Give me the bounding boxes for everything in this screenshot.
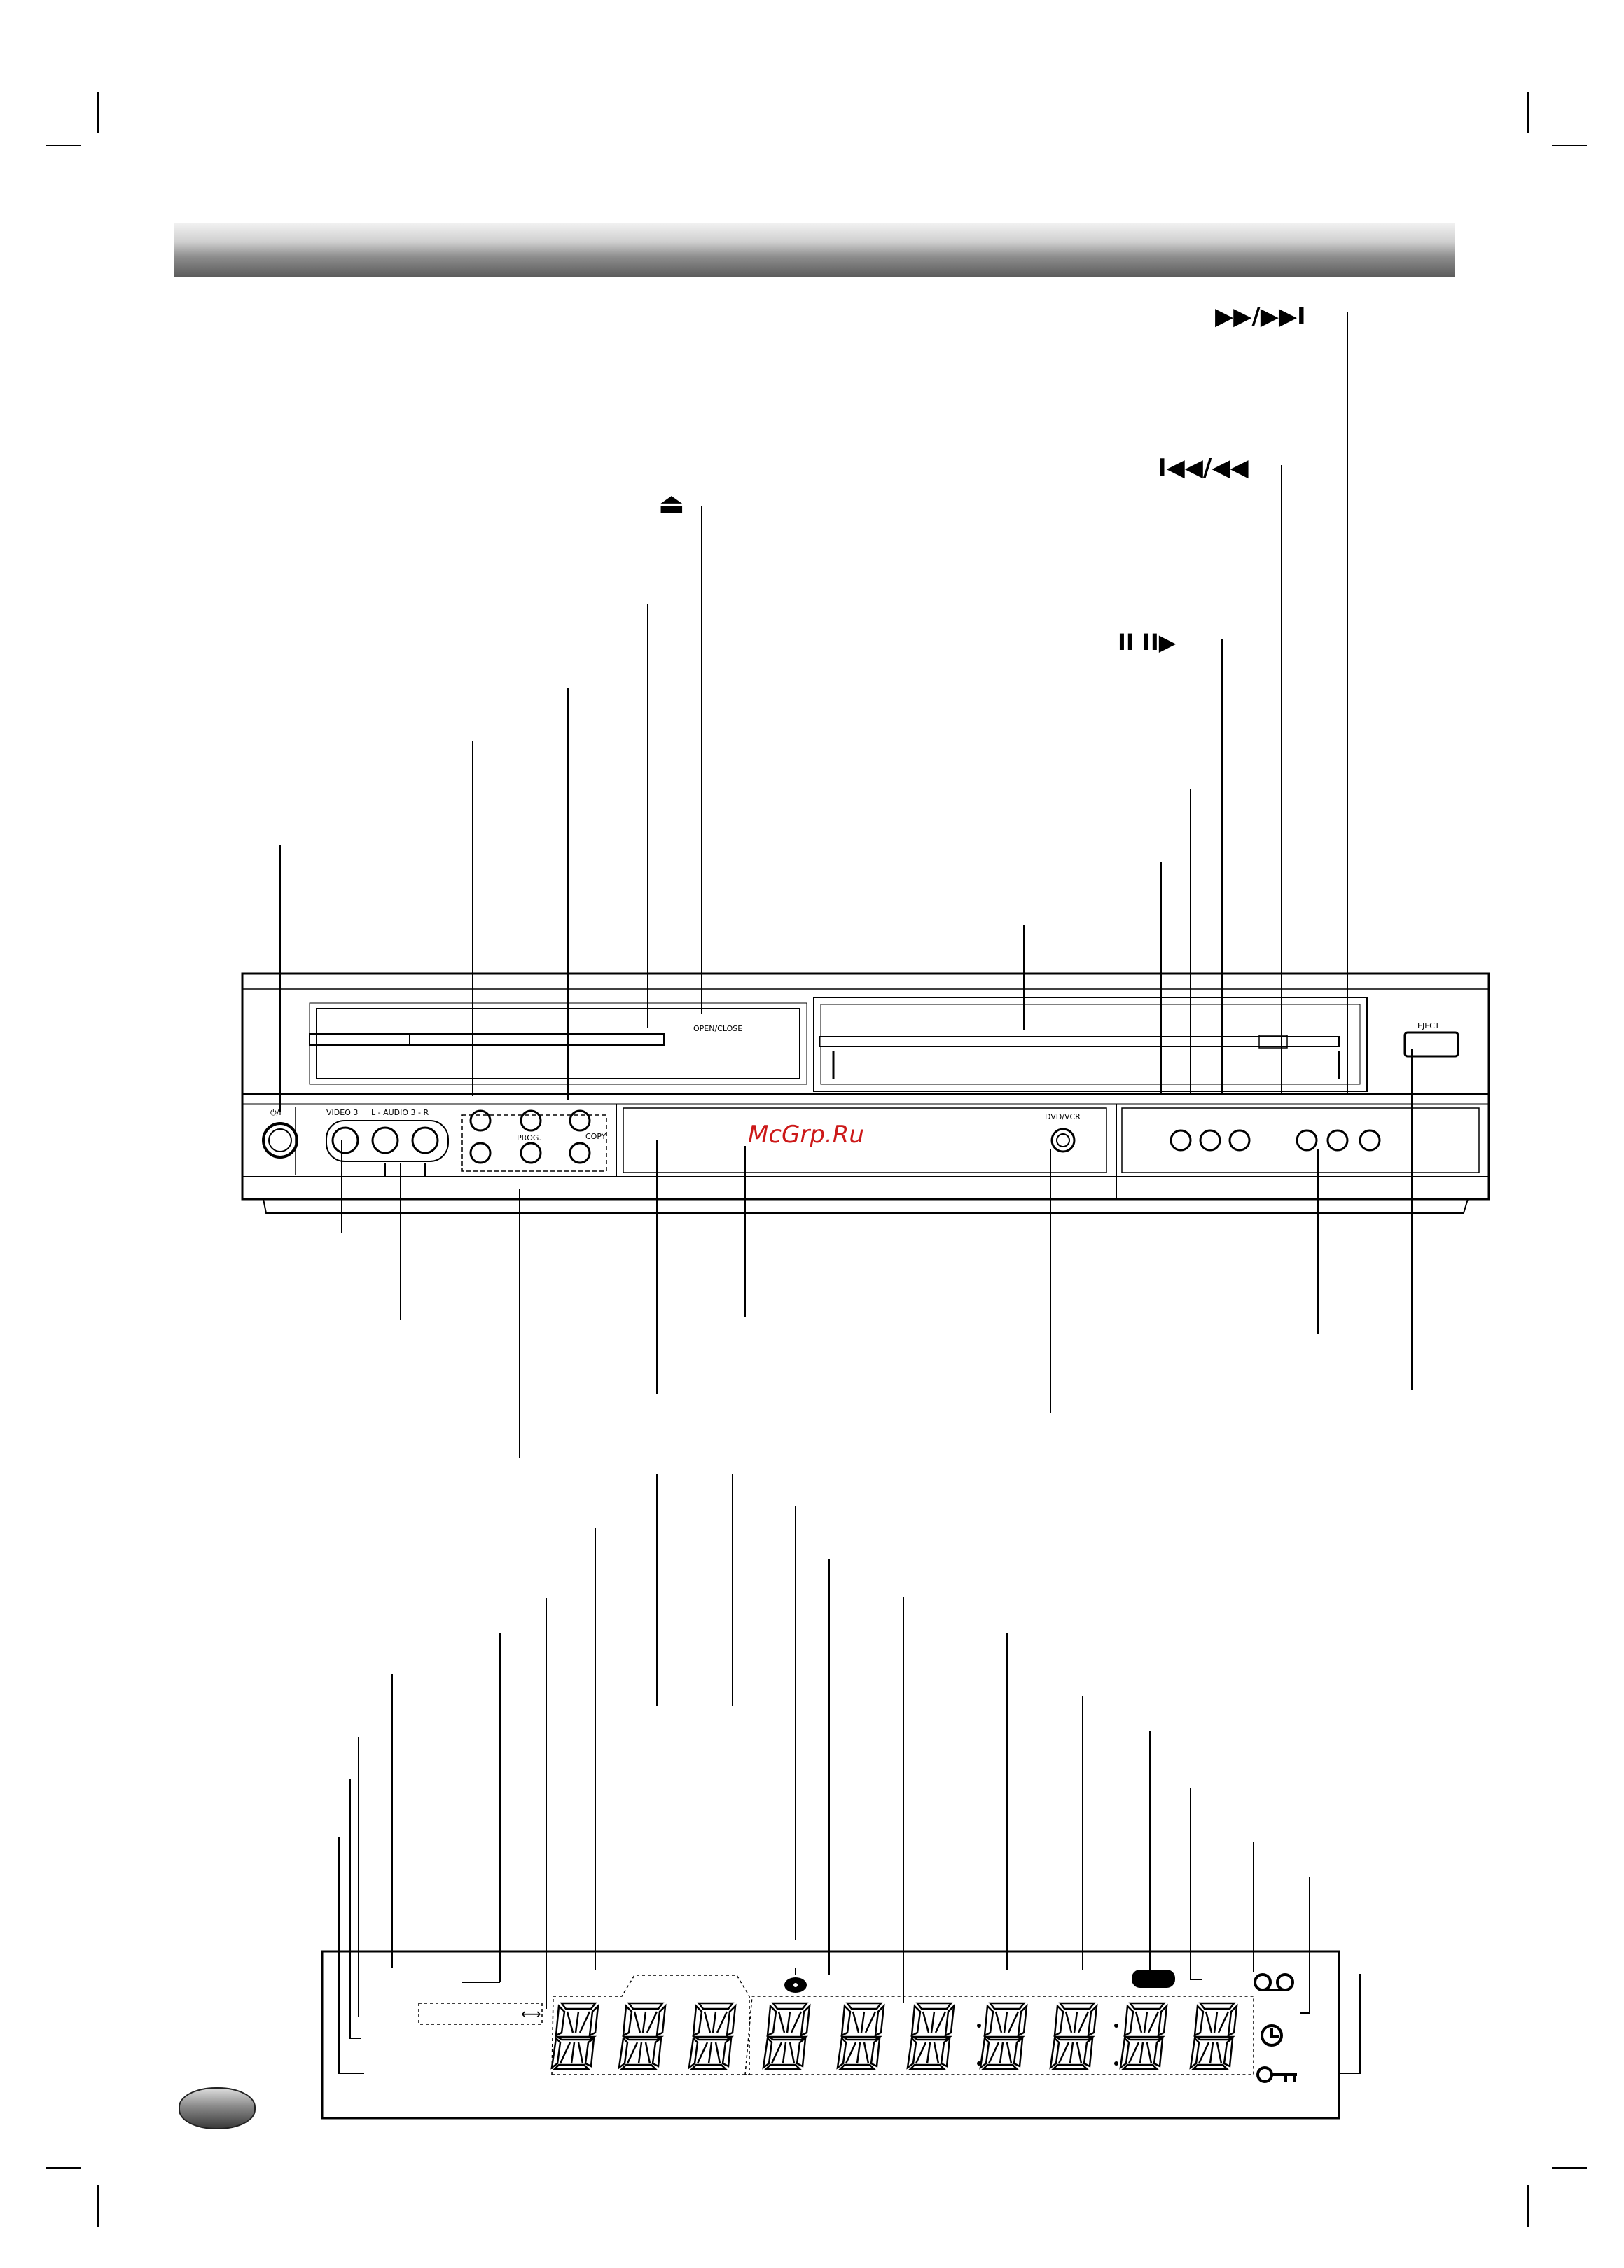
- video3-label: VIDEO 3: [326, 1108, 359, 1117]
- left-digit-group: [552, 2000, 738, 2070]
- key-icon: [1258, 2068, 1297, 2082]
- eject-label: EJECT: [1417, 1021, 1440, 1030]
- reverse-skip-symbol: I◀◀/◀◀: [1158, 454, 1249, 482]
- open-close-label: OPEN/CLOSE: [693, 1024, 743, 1033]
- copy-label: COPY: [585, 1132, 606, 1141]
- right-digit-group: [763, 2000, 1240, 2070]
- watermark: McGrp.Ru: [748, 1121, 864, 1149]
- eject-symbol: ⏏: [658, 488, 685, 520]
- page-number-tab: [179, 2087, 256, 2129]
- tape-icon: [1255, 1975, 1293, 1990]
- disc-icon: [784, 1968, 807, 1993]
- audio3-label: L - AUDIO 3 - R: [371, 1108, 429, 1117]
- forward-skip-symbol: ▶▶/▶▶I: [1215, 303, 1306, 331]
- prog-label: PROG.: [517, 1133, 541, 1142]
- power-label: ⏻/I: [270, 1108, 282, 1117]
- dvd-vcr-label: DVD/VCR: [1045, 1112, 1081, 1121]
- svg-text:⟷: ⟷: [521, 2005, 541, 2022]
- clock-icon: [1262, 2026, 1282, 2045]
- pause-step-symbol: II II▶: [1118, 629, 1177, 656]
